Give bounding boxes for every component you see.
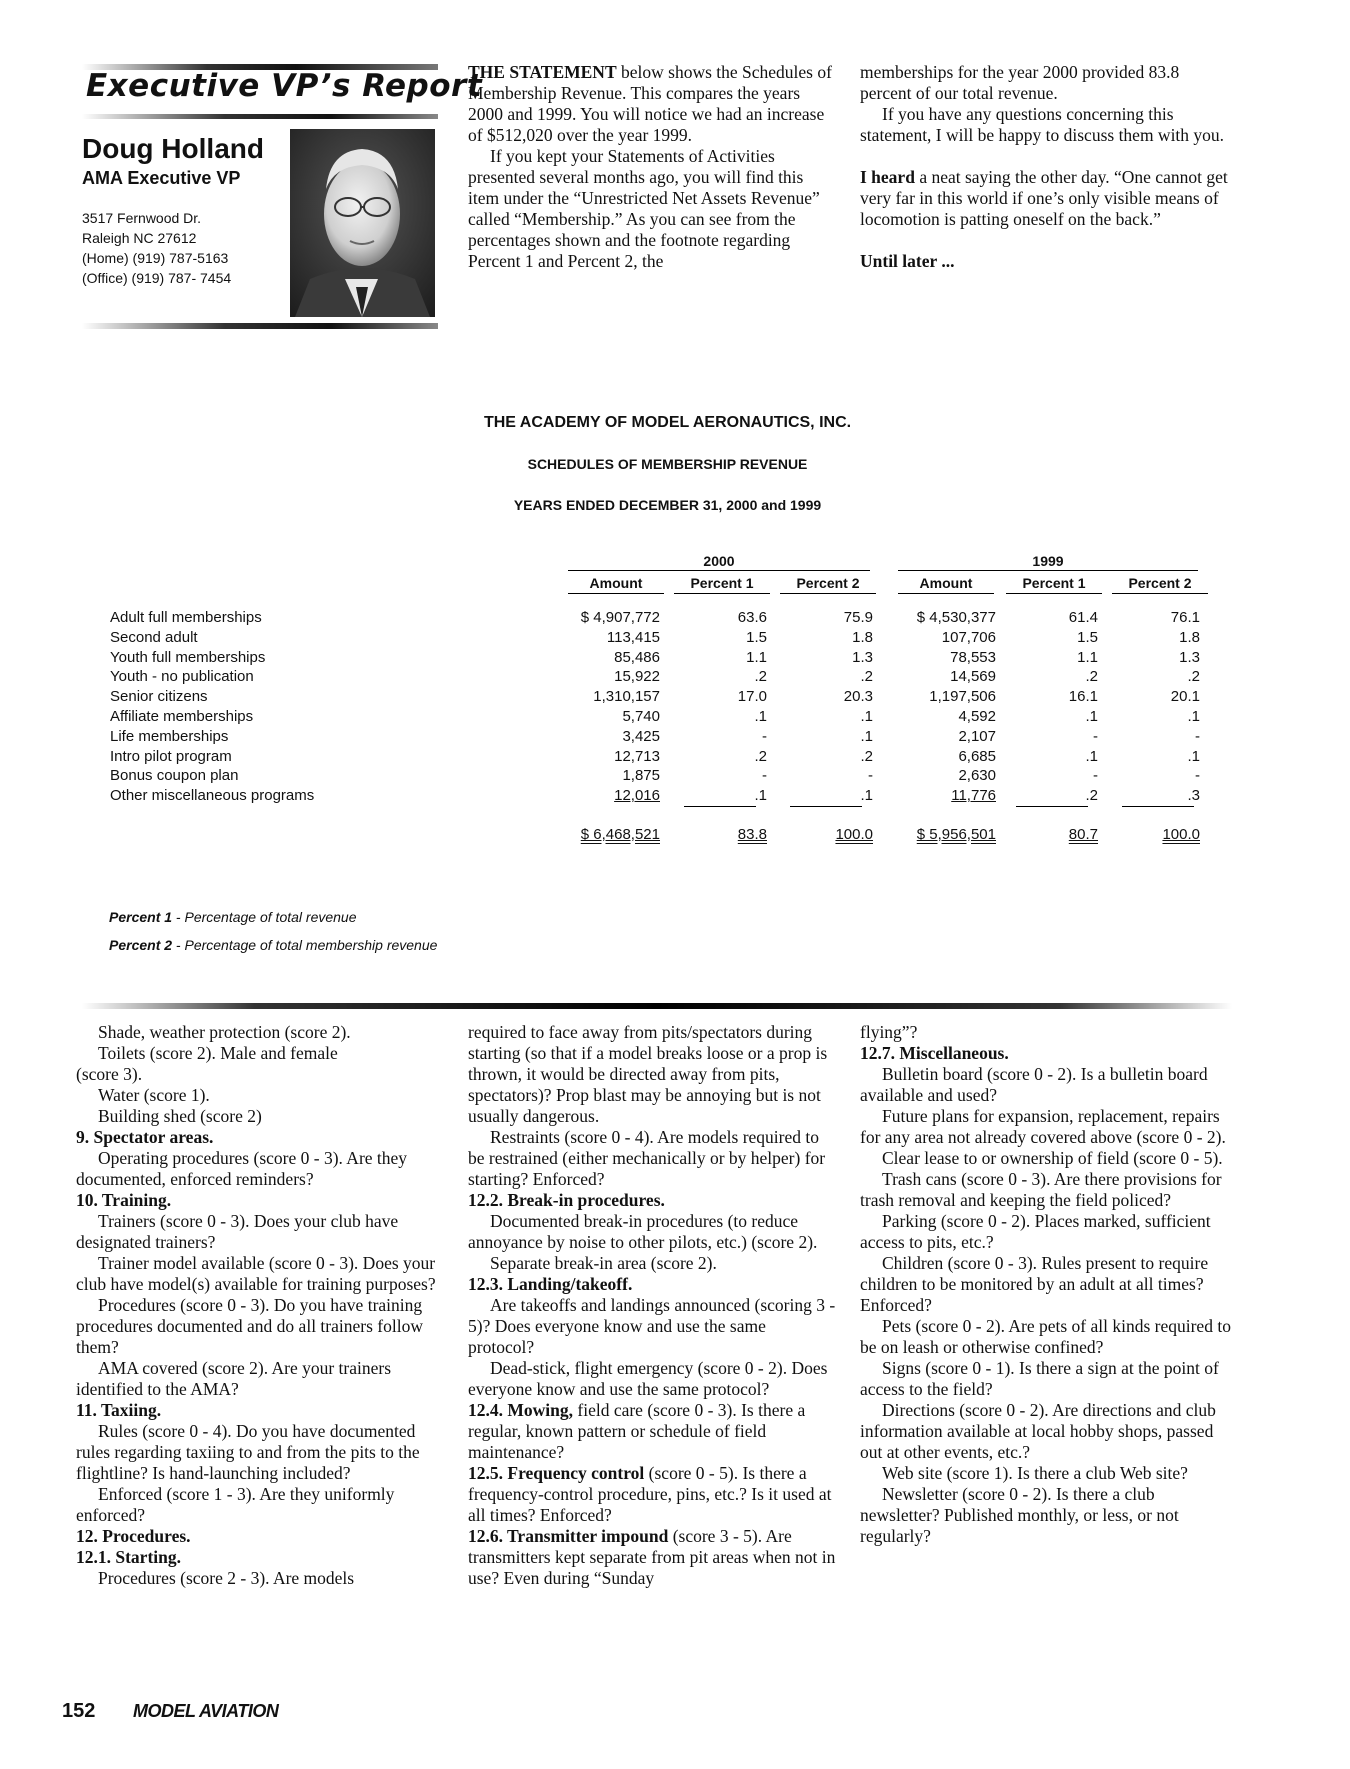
section-heading: 11. Taxiing. (76, 1400, 162, 1420)
table-total-cell: $ 6,468,521 (580, 826, 660, 843)
table-cell: 1.8 (852, 628, 873, 646)
table-cell: .2 (860, 668, 873, 686)
body-paragraph: AMA covered (score 2). Are your trainers identified to the AMA? (76, 1358, 392, 1399)
section-paragraph (468, 1526, 836, 1589)
paragraph-text: below shows the Schedules of Membership Revenue. This compares the years 2000 and 1999. You will notice we had an increase of $512,020 over the year 1999. (468, 62, 832, 145)
column-header-underline (568, 593, 664, 594)
table-row-label: Youth - no publication (110, 668, 254, 686)
paragraph-text: (score 0 - 5). Is there a frequency-control procedure, pins, etc.? Is it used at all times? Enforced? (468, 1463, 832, 1525)
table-cell: 20.1 (1170, 688, 1200, 706)
author-role: AMA Executive VP (82, 168, 241, 188)
table-cell: .2 (754, 668, 767, 686)
table-cell: .2 (1085, 787, 1098, 805)
table-cell: 113,415 (606, 628, 660, 646)
table-cell: .2 (860, 747, 873, 765)
table-cell: .2 (1085, 668, 1098, 686)
body-paragraph: Shade, weather protection (score 2). (98, 1022, 351, 1042)
statement-years: YEARS ENDED DECEMBER 31, 2000 and 1999 (513, 497, 822, 513)
table-cell: 16.1 (1068, 688, 1098, 706)
section-heading: 9. Spectator areas. (76, 1127, 214, 1147)
table-cell: 61.4 (1068, 609, 1098, 626)
statement-subtitle: SCHEDULES OF MEMBERSHIP REVENUE (527, 456, 808, 472)
body-paragraph: (score 3). (76, 1064, 143, 1084)
table-total-cell: $ 5,956,501 (916, 826, 996, 843)
table-cell: .3 (1187, 787, 1200, 805)
column-header-underline (674, 593, 770, 594)
body-paragraph: Are takeoffs and landings announced (scoring 3 - 5)? Does everyone know and use the same protocol? (468, 1295, 836, 1357)
paragraph-text: field care (score 0 - 3). Is there a regular, known pattern or schedule of field maintenance? (468, 1400, 806, 1462)
statement-title: THE ACADEMY OF MODEL AERONAUTICS, INC. (483, 414, 852, 431)
table-cell: 1.1 (746, 648, 767, 666)
total-rule (790, 806, 862, 807)
body-paragraph: Water (score 1). (98, 1085, 210, 1105)
table-cell: 17.0 (737, 688, 767, 706)
table-total-cell: 80.7 (1068, 826, 1098, 843)
table-cell: 75.9 (843, 609, 873, 626)
table-cell: .1 (1187, 747, 1200, 765)
table-row-label: Affiliate memberships (110, 708, 254, 725)
body-paragraph: Building shed (score 2) (98, 1106, 262, 1126)
body-column-3 (860, 1022, 1234, 1547)
page-number: 152 (62, 1700, 96, 1722)
table-cell: 78,553 (950, 648, 996, 666)
year-header-1999: 1999 (1032, 553, 1064, 569)
table-row-label: Senior citizens (110, 688, 208, 706)
table-cell: - (762, 767, 767, 785)
table-cell: 20.3 (843, 688, 873, 706)
column-header: Percent 1 (1022, 575, 1086, 591)
table-row-label: Life memberships (110, 727, 229, 745)
table-cell: 6,685 (958, 747, 996, 765)
body-paragraph: Directions (score 0 - 2). Are directions and club information available at local hobby shops, passed out at other events, etc.? (860, 1400, 1216, 1462)
body-column-1 (76, 1022, 440, 1589)
table-cell: 4,592 (958, 708, 996, 725)
table-total-cell: 100.0 (835, 826, 873, 843)
body-paragraph: Trainer model available (score 0 - 3). Does your club have model(s) available for training purposes? (76, 1253, 436, 1294)
column-header-underline (780, 593, 876, 594)
body-paragraph: Dead-stick, flight emergency (score 0 - 2). Does everyone know and use the same protocol? (468, 1358, 828, 1399)
body-paragraph: Signs (score 0 - 1). Is there a sign at the point of access to the field? (860, 1358, 1219, 1399)
body-paragraph: Toilets (score 2). Male and female (98, 1043, 338, 1063)
footnote-percent-2 (109, 937, 437, 953)
body-paragraph: Bulletin board (score 0 - 2). Is a bulletin board available and used? (860, 1064, 1208, 1105)
table-cell: 1.5 (746, 628, 767, 646)
body-paragraph: Trash cans (score 0 - 3). Are there provisions for trash removal and keeping the field policed? (860, 1169, 1222, 1210)
table-cell: 14,569 (950, 668, 996, 686)
section-heading: 12.4. Mowing, (468, 1400, 573, 1420)
column-header-underline (1006, 593, 1102, 594)
section-heading: 12.2. Break-in procedures. (468, 1190, 665, 1210)
table-cell: .1 (754, 787, 767, 805)
section-heading: 12.5. Frequency control (468, 1463, 645, 1483)
table-row-label: Second adult (110, 628, 198, 646)
body-paragraph: Operating procedures (score 0 - 3). Are they documented, enforced reminders? (76, 1148, 408, 1189)
table-row-label: Bonus coupon plan (110, 767, 239, 785)
paragraph-text: a neat saying the other day. “One cannot get very far in this world if one’s only visible means of locomotion is patting oneself on the back.” (860, 167, 1228, 229)
table-cell: .1 (754, 708, 767, 725)
table-cell: .1 (1085, 747, 1098, 765)
table-cell: .1 (1085, 708, 1098, 725)
table-cell: 107,706 (941, 628, 996, 646)
table-cell: 1,197,506 (929, 688, 996, 706)
total-rule (1122, 806, 1194, 807)
footnote-text: - Percentage of total membership revenue (172, 937, 438, 953)
year-header-2000: 2000 (703, 553, 735, 569)
paragraph-text: If you kept your Statements of Activities presented several months ago, you will find this item under the “Unrestricted Net Assets Revenue” called “Membership.” As you can see from the percentages shown and the footnote regarding Percent 1 and Percent 2, the (468, 146, 820, 271)
table-cell: 76.1 (1170, 609, 1200, 626)
table-cell: 1.3 (1179, 648, 1200, 666)
table-cell: 1,875 (622, 767, 660, 785)
table-cell: .1 (860, 708, 873, 725)
body-paragraph: Pets (score 0 - 2). Are pets of all kinds required to be on leash or otherwise confined? (860, 1316, 1231, 1357)
body-paragraph: flying”? (860, 1022, 918, 1042)
table-cell: 2,630 (958, 767, 996, 785)
table-cell: 1.3 (852, 648, 873, 666)
address-city: Raleigh NC 27612 (82, 230, 197, 246)
table-cell: - (1093, 767, 1098, 785)
report-title: Executive VP’s Report (86, 68, 483, 104)
column-header-underline (898, 593, 994, 594)
table-cell: .1 (860, 727, 873, 745)
table-cell: - (1195, 767, 1200, 785)
lead-in: I heard (860, 167, 915, 187)
body-paragraph: Trainers (score 0 - 3). Does your club have designated trainers? (76, 1211, 399, 1252)
column-header: Percent 2 (1128, 575, 1192, 591)
section-paragraph (468, 1400, 836, 1463)
body-paragraph: Children (score 0 - 3). Rules present to require children to be monitored by an adult at all times? Enforced? (860, 1253, 1209, 1315)
section-heading: 12.6. Transmitter impound (468, 1526, 669, 1546)
table-cell: $ 4,530,377 (916, 609, 996, 626)
table-row-label: Intro pilot program (110, 747, 232, 765)
author-name: Doug Holland (82, 133, 264, 164)
body-paragraph: Future plans for expansion, replacement, repairs for any area not already covered above (score 0 - 2). (860, 1106, 1226, 1147)
magazine-name: MODEL AVIATION (133, 1701, 279, 1721)
total-rule (1016, 806, 1088, 807)
lead-in: THE STATEMENT (468, 62, 617, 82)
table-cell: 85,486 (614, 648, 660, 666)
address-home-phone: (Home) (919) 787-5163 (82, 250, 229, 266)
body-paragraph: Parking (score 0 - 2). Places marked, sufficient access to pits, etc.? (860, 1211, 1211, 1252)
column-header: Percent 1 (690, 575, 754, 591)
section-heading: 10. Training. (76, 1190, 172, 1210)
table-cell: - (1195, 727, 1200, 745)
paragraph-text: If you have any questions concerning this statement, I will be happy to discuss them with you. (860, 104, 1225, 145)
table-total-cell: 100.0 (1162, 826, 1200, 843)
body-paragraph: Restraints (score 0 - 4). Are models required to be restrained (either mechanically or by helper) for starting? Enforced? (468, 1127, 826, 1189)
body-paragraph: Clear lease to or ownership of field (score 0 - 5). (882, 1148, 1223, 1168)
table-cell: 15,922 (614, 668, 660, 686)
address-street: 3517 Fernwood Dr. (82, 210, 202, 226)
table-cell: - (762, 727, 767, 745)
column-header: Percent 2 (796, 575, 860, 591)
table-row-label: Other miscellaneous programs (110, 787, 315, 805)
table-cell: .2 (754, 747, 767, 765)
sign-off-text: Until later ... (860, 251, 955, 271)
table-cell: 12,713 (614, 747, 660, 765)
section-heading: 12.3. Landing/takeoff. (468, 1274, 633, 1294)
table-cell: 1.1 (1077, 648, 1098, 666)
table-cell: 12,016 (614, 787, 660, 805)
body-paragraph: Documented break-in procedures (to reduce annoyance by noise to other pilots, etc.) (score 2). (468, 1211, 818, 1252)
footnote-text: - Percentage of total revenue (172, 909, 357, 925)
table-cell: 1.5 (1077, 628, 1098, 646)
footnote-percent-1 (109, 909, 357, 925)
paragraph-text: (score 3 - 5). Are transmitters kept separate from pit areas when not in use? Even during “Sunday (468, 1526, 836, 1588)
body-column-2 (468, 1022, 836, 1589)
section-heading: 12. Procedures. (76, 1526, 191, 1546)
body-paragraph: Procedures (score 2 - 3). Are models (98, 1568, 355, 1588)
column-header-underline (1112, 593, 1208, 594)
table-cell: .1 (1187, 708, 1200, 725)
table-row-label: Adult full memberships (110, 609, 262, 626)
table-row-label: Youth full memberships (110, 648, 266, 666)
address-office-phone: (Office) (919) 787- 7454 (82, 270, 232, 286)
body-paragraph: Newsletter (score 0 - 2). Is there a club newsletter? Published monthly, or less, or not regularly? (860, 1484, 1179, 1546)
section-divider (82, 1003, 1232, 1009)
table-cell: 2,107 (958, 727, 996, 745)
footnote-label: Percent 1 (109, 909, 173, 925)
table-cell: 11,776 (951, 787, 996, 805)
body-paragraph: required to face away from pits/spectators during starting (so that if a model breaks loose or a prop is thrown, it would be directed away from pits, spectators)? Prop blast may be annoying but is not usually dangerous. (468, 1022, 828, 1126)
table-total-cell: 83.8 (737, 826, 767, 843)
body-paragraph: Enforced (score 1 - 3). Are they uniformly enforced? (76, 1484, 395, 1525)
table-cell: - (1093, 727, 1098, 745)
table-cell: - (868, 767, 873, 785)
body-paragraph: Rules (score 0 - 4). Do you have documented rules regarding taxiing to and from the pits to the flightline? Is hand-launching included? (76, 1421, 420, 1483)
column-header: Amount (919, 575, 973, 591)
section-paragraph (468, 1463, 836, 1526)
body-paragraph: Web site (score 1). Is there a club Web site? (882, 1463, 1188, 1483)
table-cell: 3,425 (622, 727, 660, 745)
body-paragraph: Separate break-in area (score 2). (490, 1253, 717, 1273)
table-cell: 1,310,157 (593, 688, 660, 706)
table-cell: 63.6 (737, 609, 767, 626)
total-rule (684, 806, 756, 807)
table-cell: $ 4,907,772 (580, 609, 660, 626)
body-paragraph: Procedures (score 0 - 3). Do you have training procedures documented and do all trainers follow them? (76, 1295, 423, 1357)
section-heading: 12.7. Miscellaneous. (860, 1043, 1009, 1063)
table-cell: .2 (1187, 668, 1200, 686)
table-cell: .1 (860, 787, 873, 805)
section-heading: 12.1. Starting. (76, 1547, 181, 1567)
column-header: Amount (589, 575, 643, 591)
footnote-label: Percent 2 (109, 937, 173, 953)
table-cell: 1.8 (1179, 628, 1200, 646)
table-cell: 5,740 (622, 708, 660, 725)
paragraph-text: memberships for the year 2000 provided 83.8 percent of our total revenue. (860, 62, 1180, 103)
